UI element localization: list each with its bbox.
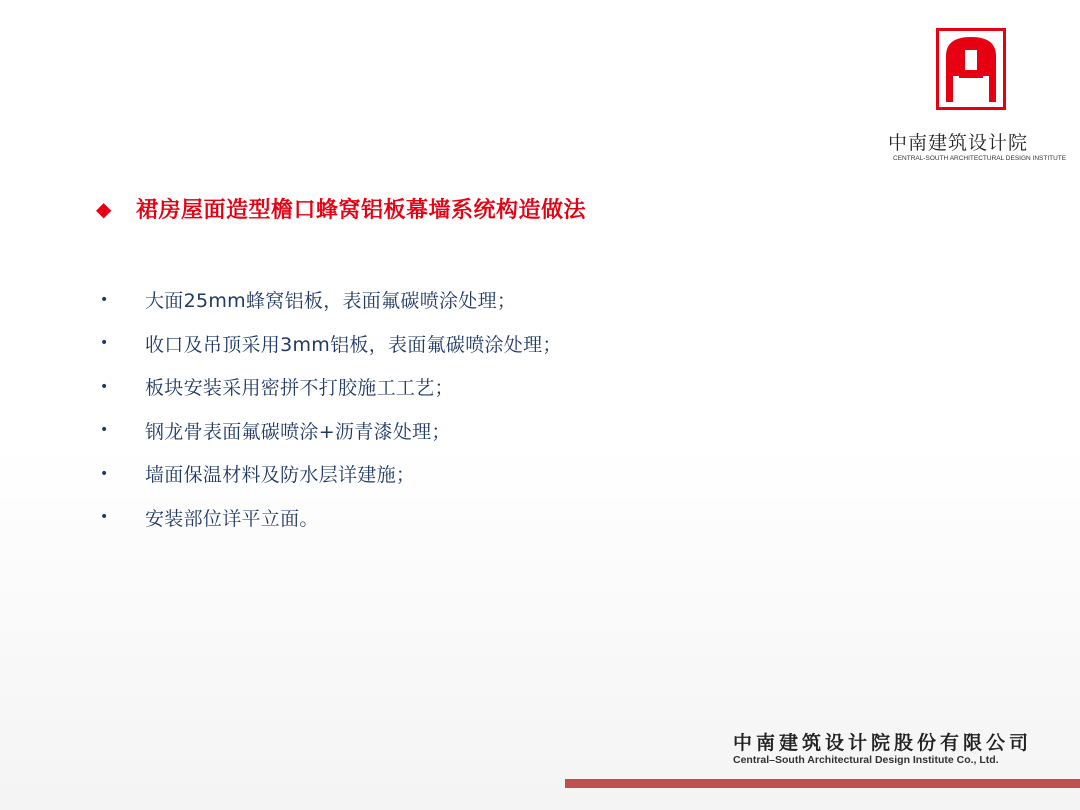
bullet-dot-icon: • (100, 291, 109, 308)
heading-text: 裙房屋面造型檐口蜂窝铝板幕墙系统构造做法 (136, 198, 587, 223)
institute-logo-icon (936, 28, 1006, 110)
list-item (100, 496, 562, 540)
list-item (100, 409, 562, 453)
list-item-text: 钢龙骨表面氟碳喷涂+沥青漆处理； (145, 420, 451, 443)
section-heading (96, 193, 586, 224)
list-item (100, 278, 562, 322)
bullet-dot-icon: • (100, 509, 109, 526)
diamond-bullet-icon: ◆ (96, 196, 112, 221)
bullet-dot-icon: • (100, 465, 109, 482)
list-item (100, 452, 562, 496)
footer-company-english: Central–South Architectural Design Institute Co., Ltd. (733, 754, 999, 766)
bullet-dot-icon: • (100, 422, 109, 439)
list-item-text: 收口及吊顶采用3mm铝板，表面氟碳喷涂处理； (145, 333, 562, 356)
list-item-text: 安装部位详平立面。 (145, 507, 319, 530)
bullet-dot-icon: • (100, 335, 109, 352)
list-item-text: 墙面保温材料及防水层详建施； (145, 464, 416, 487)
list-item-text: 板块安装采用密拼不打胶施工工艺； (145, 377, 454, 400)
footer-accent-bar (565, 779, 1080, 788)
list-item (100, 322, 562, 366)
bullet-list (100, 278, 562, 539)
logo-name: 中南建筑设计院 (888, 132, 1029, 154)
footer-company-name: 中南建筑设计院股份有限公司 (733, 732, 1033, 754)
list-item-text: 大面25mm蜂窝铝板，表面氟碳喷涂处理； (145, 290, 517, 313)
logo-english-name: CENTRAL-SOUTH ARCHITECTURAL DESIGN INSTITUTE (893, 155, 1067, 162)
bullet-dot-icon: • (100, 378, 109, 395)
list-item (100, 365, 562, 409)
